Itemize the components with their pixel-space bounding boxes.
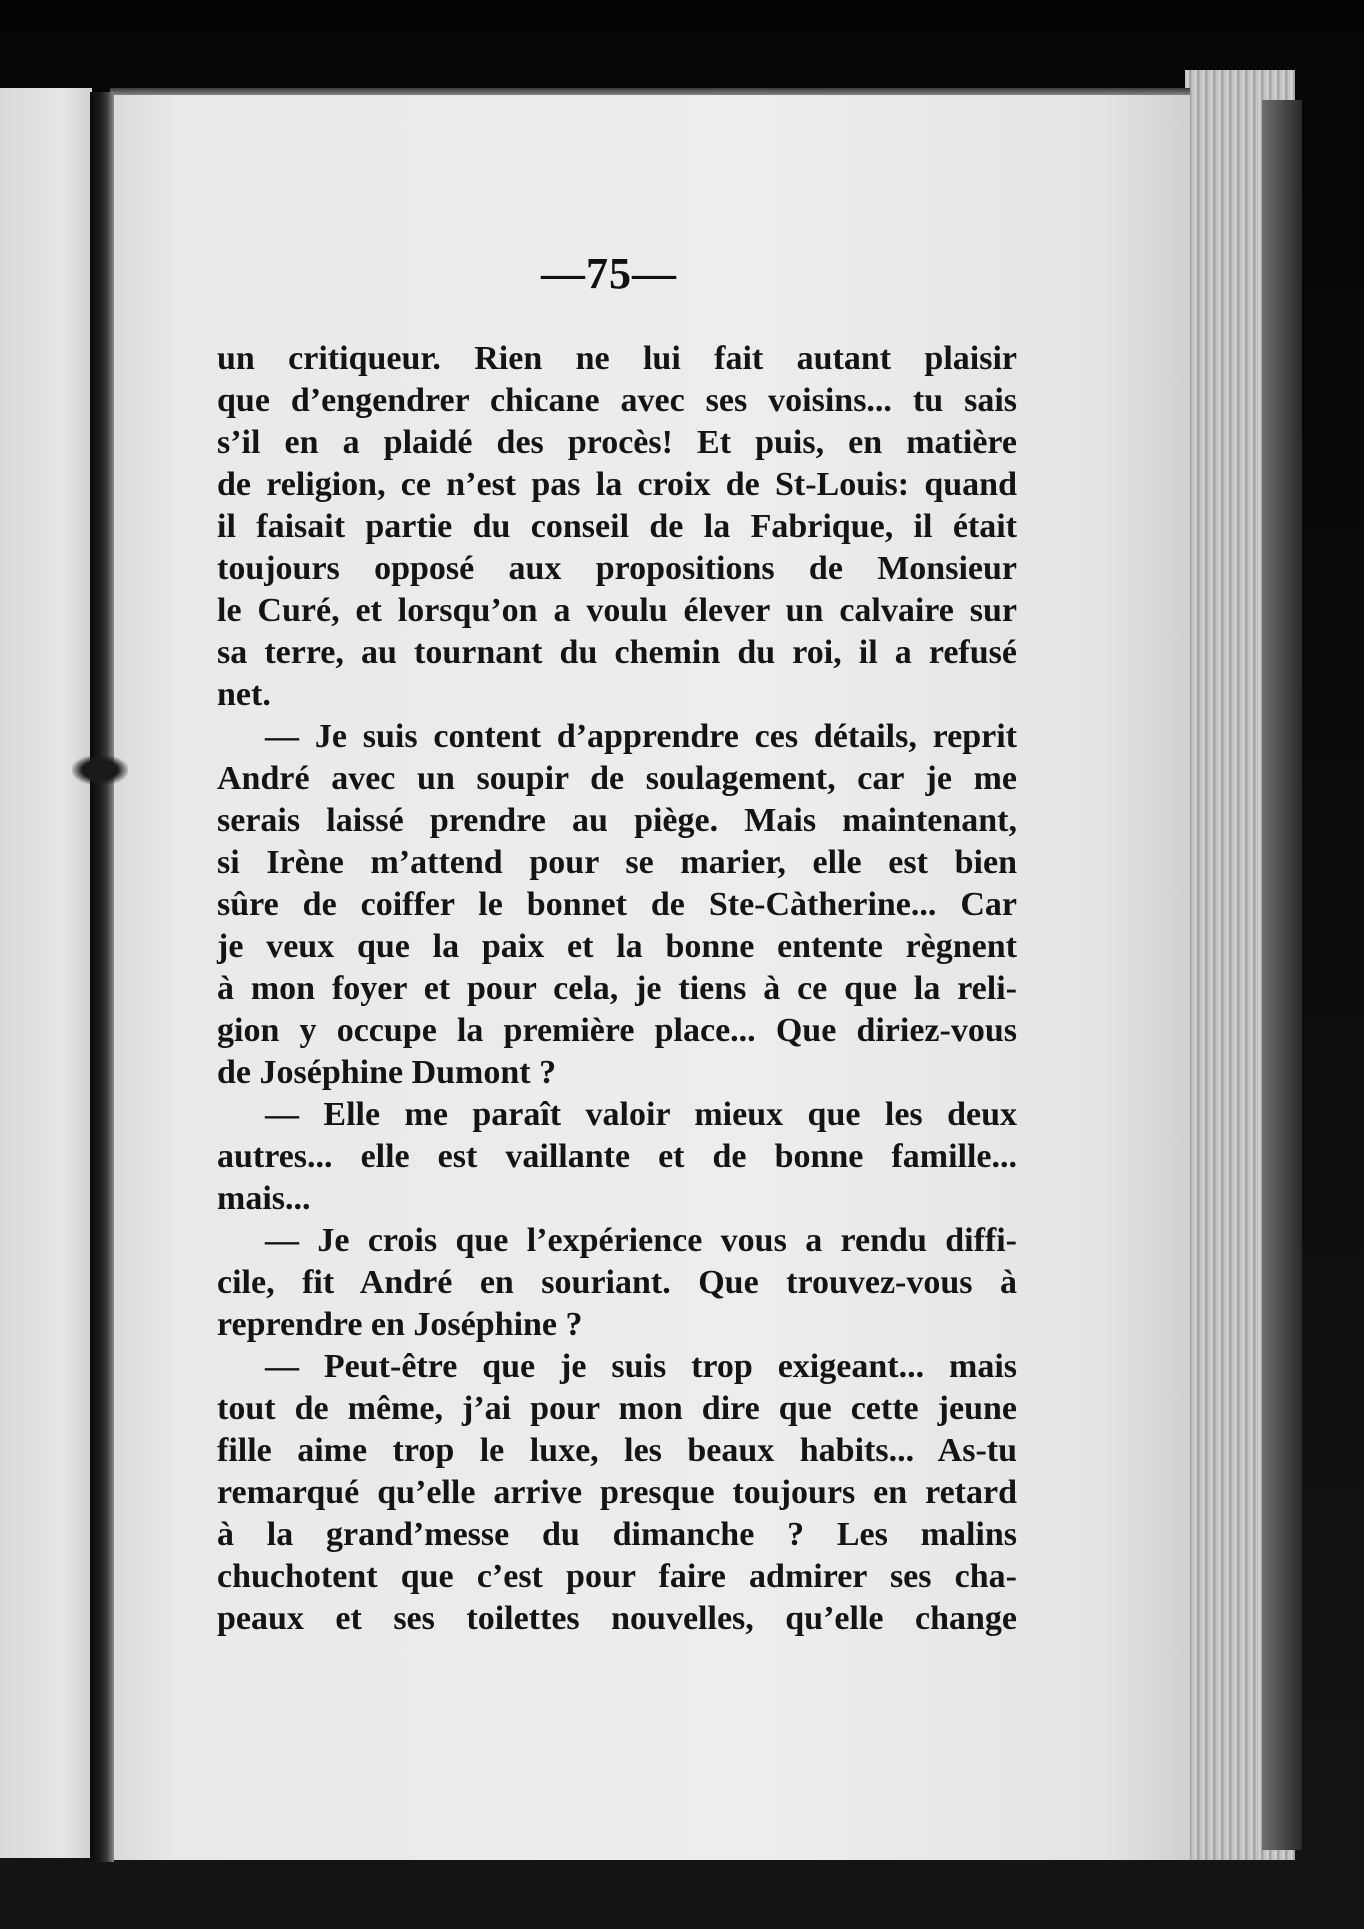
book-cover-edge: [1262, 100, 1302, 1850]
text-line: si Irène m’attend pour se marier, elle est bien: [217, 844, 1017, 881]
text-line: à mon foyer et pour cela, je tiens à ce que la reli-: [217, 970, 1017, 1007]
text-line: gion y occupe la première place... Que diriez-vous: [217, 1012, 1017, 1049]
text-line: il faisait partie du conseil de la Fabrique, il était: [217, 508, 1017, 545]
text-line: de Joséphine Dumont ?: [217, 1054, 557, 1091]
text-line: chuchotent que c’est pour faire admirer ses cha-: [217, 1558, 1017, 1595]
text-line: toujours opposé aux propositions de Monsieur: [217, 550, 1017, 587]
text-line: sûre de coiffer le bonnet de Ste-Càtherine... Car: [217, 886, 1017, 923]
previous-page-edge: [0, 88, 92, 1858]
text-line: — Elle me paraît valoir mieux que les deux: [265, 1096, 1017, 1133]
text-line: de religion, ce n’est pas la croix de St-Louis: quand: [217, 466, 1017, 503]
text-line: — Peut-être que je suis trop exigeant... mais: [265, 1348, 1017, 1385]
text-line: s’il en a plaidé des procès! Et puis, en matière: [217, 424, 1017, 461]
book-gutter: [90, 92, 114, 1862]
text-line: — Je suis content d’apprendre ces détails, reprit: [265, 718, 1017, 755]
text-line: reprendre en Joséphine ?: [217, 1306, 583, 1343]
text-line: André avec un soupir de soulagement, car je me: [217, 760, 1017, 797]
text-line: tout de même, j’ai pour mon dire que cette jeune: [217, 1390, 1017, 1427]
text-line: mais...: [217, 1180, 311, 1217]
text-line: que d’engendrer chicane avec ses voisins... tu sais: [217, 382, 1017, 419]
text-line: à la grand’messe du dimanche ? Les malins: [217, 1516, 1017, 1553]
binding-clip-mark: [72, 755, 128, 785]
page-body-text: [217, 338, 1017, 1640]
text-line: autres... elle est vaillante et de bonne famille...: [217, 1138, 1017, 1175]
page-number: —75—: [541, 249, 677, 298]
text-line: cile, fit André en souriant. Que trouvez-vous à: [217, 1264, 1017, 1301]
text-line: un critiqueur. Rien ne lui fait autant plaisir: [217, 340, 1017, 377]
text-line: le Curé, et lorsqu’on a voulu élever un calvaire sur: [217, 592, 1017, 629]
text-line: fille aime trop le luxe, les beaux habits... As-tu: [217, 1432, 1017, 1469]
text-line: serais laissé prendre au piège. Mais maintenant,: [217, 802, 1017, 839]
text-line: je veux que la paix et la bonne entente règnent: [217, 928, 1017, 965]
text-line: net.: [217, 676, 271, 713]
text-line: sa terre, au tournant du chemin du roi, il a refusé: [217, 634, 1017, 671]
text-line: — Je crois que l’expérience vous a rendu diffi-: [265, 1222, 1017, 1259]
text-line: remarqué qu’elle arrive presque toujours en retard: [217, 1474, 1017, 1511]
text-line: peaux et ses toilettes nouvelles, qu’elle change: [217, 1600, 1017, 1637]
